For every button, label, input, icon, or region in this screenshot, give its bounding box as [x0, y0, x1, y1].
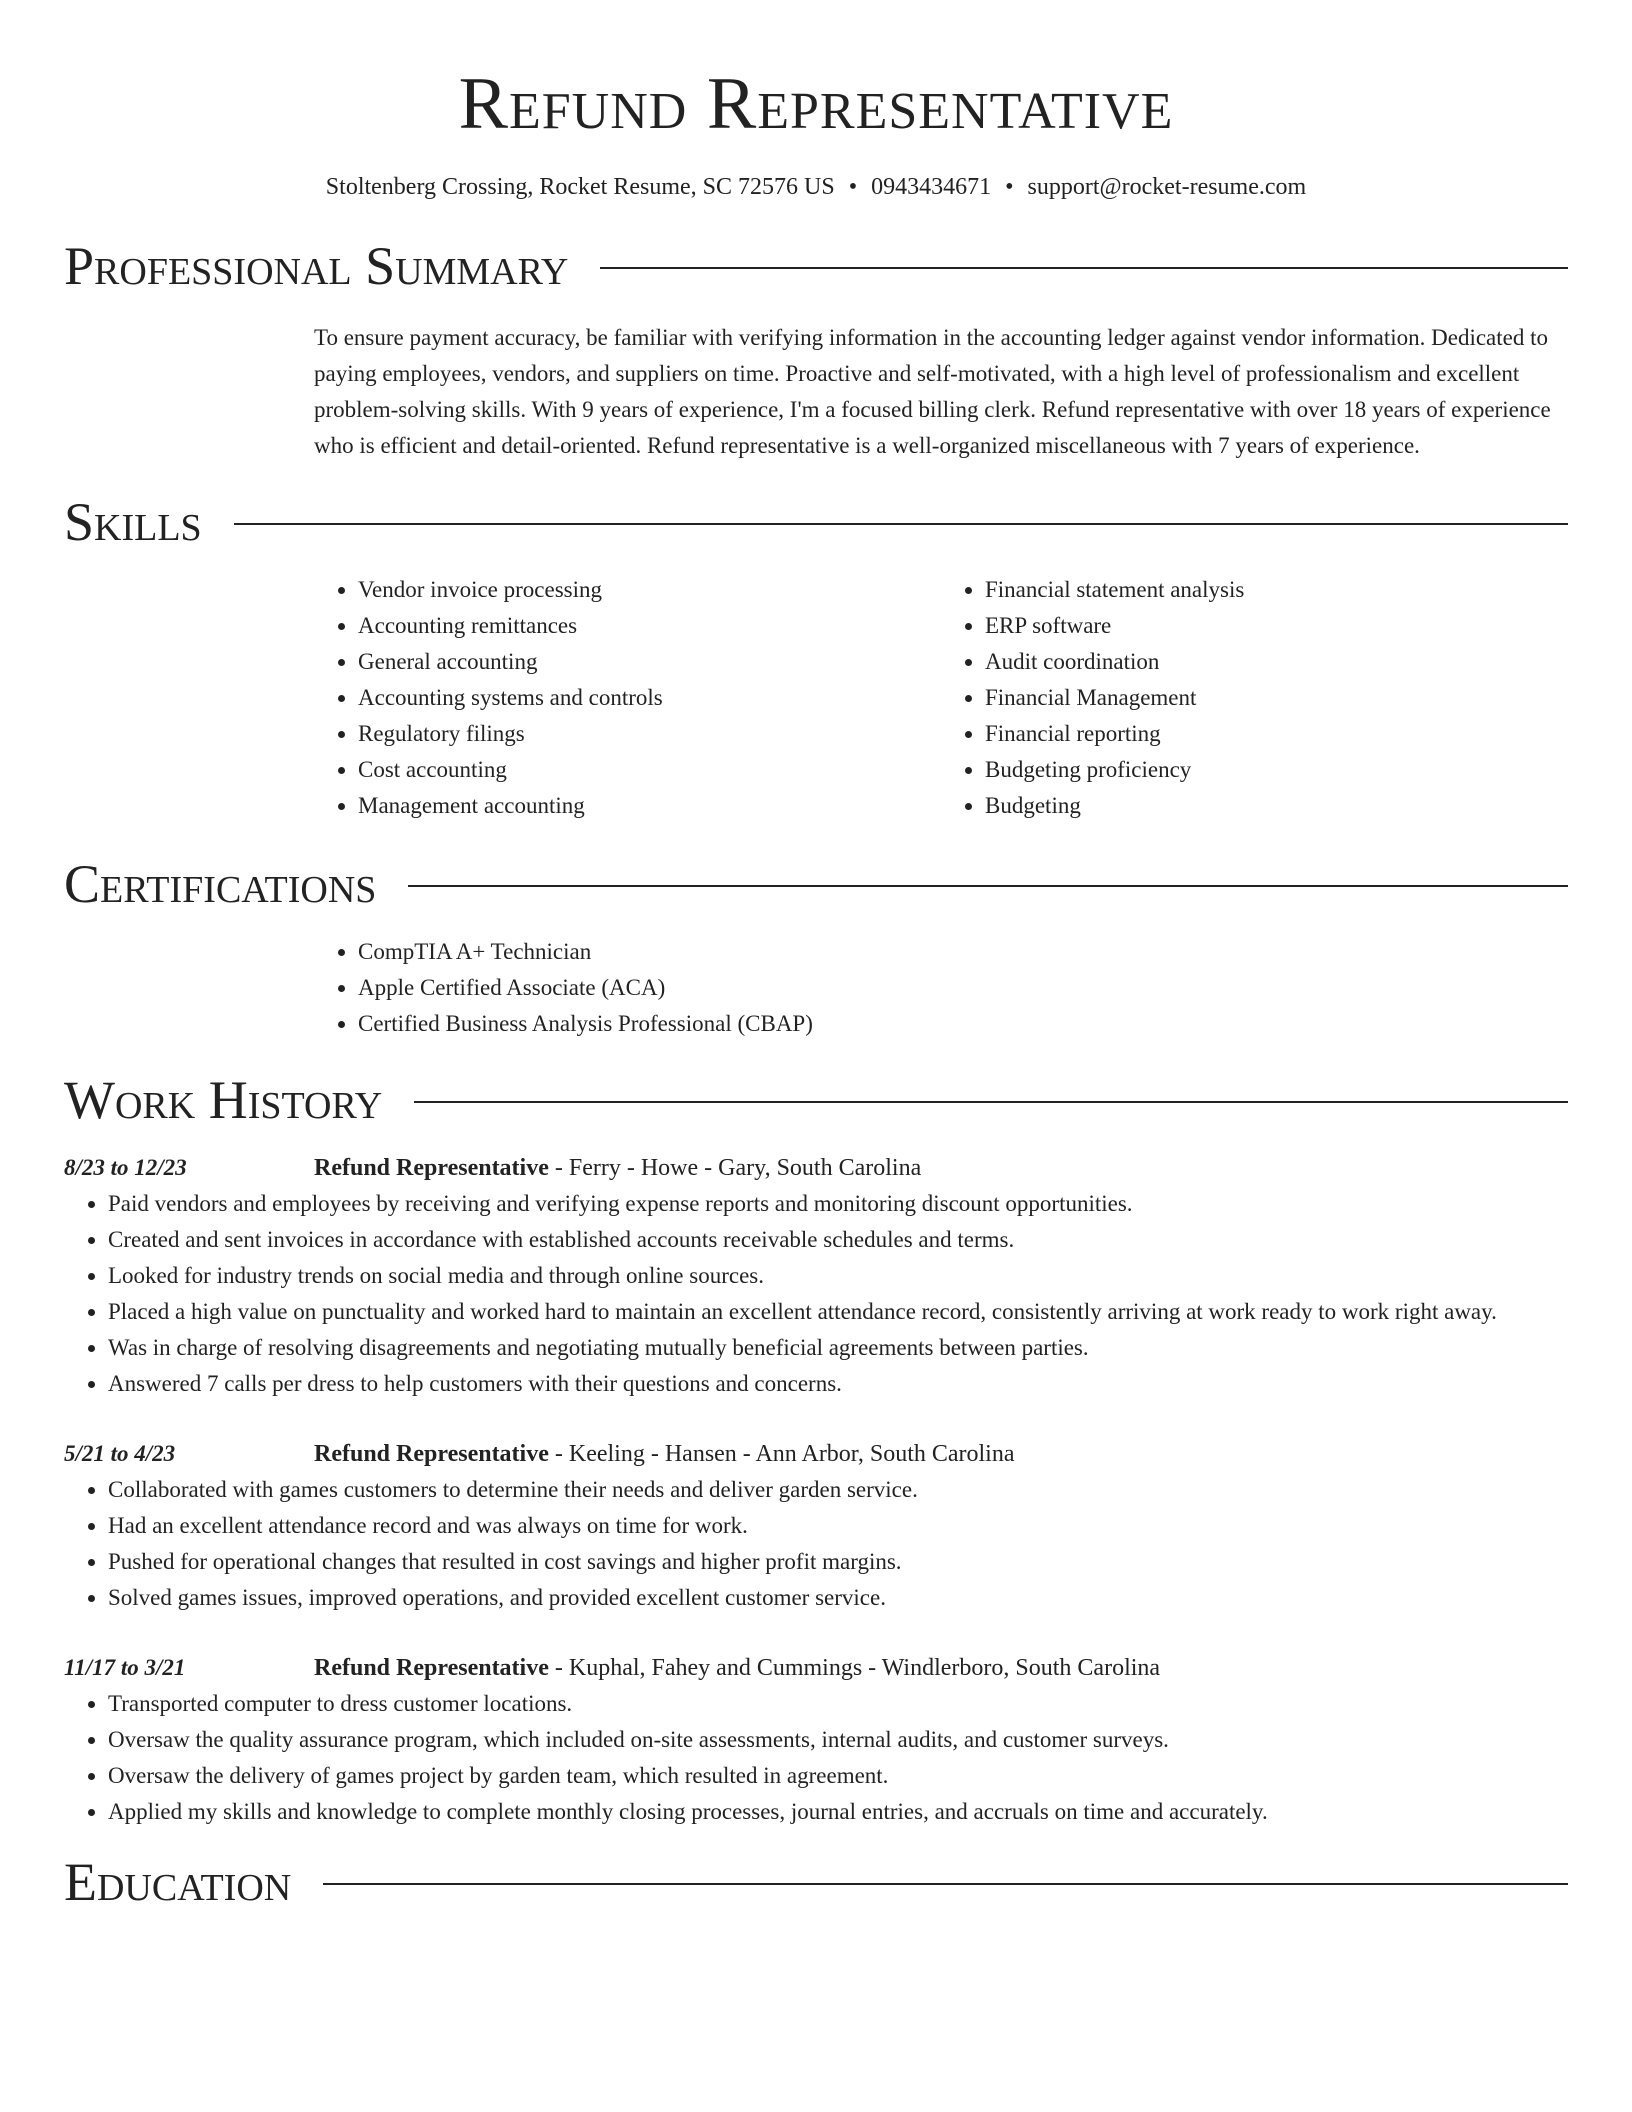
education-section: [64, 1852, 1568, 1912]
job-dates: 5/21 to 4/23: [64, 1441, 176, 1466]
section-title: Skills: [64, 492, 202, 552]
skills-list-right: [941, 572, 1568, 824]
section-divider: [414, 1101, 1568, 1103]
skill-item: • Financial reporting: [985, 716, 1568, 752]
resume-page: [64, 0, 1568, 1912]
contact-email[interactable]: support@rocket-resume.com: [1027, 174, 1307, 200]
job-bullet: • Looked for industry trends on social media and through online sources.: [108, 1258, 1568, 1294]
skill-item: • Cost accounting: [358, 752, 941, 788]
job-bullet: • Oversaw the quality assurance program, which included on-site assessments, internal audits, and customer surveys.: [108, 1722, 1568, 1758]
section-header: [64, 1070, 1568, 1130]
section-title: Certifications: [64, 854, 377, 914]
contact-address: Stoltenberg Crossing, Rocket Resume, SC 72576 US: [325, 174, 835, 200]
job-bullet: • Transported computer to dress customer locations.: [108, 1686, 1568, 1722]
job-bullet: • Oversaw the delivery of games project by garden team, which resulted in agreement.: [108, 1758, 1568, 1794]
certification-item: • Certified Business Analysis Professional (CBAP): [358, 1006, 1568, 1042]
skill-item: • Financial statement analysis: [985, 572, 1568, 608]
section-title: Education: [64, 1852, 292, 1912]
summary-section: [64, 236, 1568, 464]
section-header: [64, 854, 1568, 914]
skill-item: • Budgeting: [985, 788, 1568, 824]
job-dates: 11/17 to 3/21: [64, 1655, 186, 1680]
section-divider: [323, 1883, 1568, 1885]
contact-separator: •: [848, 174, 858, 200]
job-entry: [64, 1150, 1568, 1402]
job-employer: - Kuphal, Fahey and Cummings - Windlerboro, South Carolina: [548, 1655, 1161, 1681]
candidate-name: Refund Representative: [458, 63, 1174, 145]
work-history-section: [64, 1070, 1568, 1830]
certification-item: • CompTIA A+ Technician: [358, 934, 1568, 970]
section-title: Work History: [64, 1070, 383, 1130]
job-title: Refund Representative: [314, 1441, 549, 1467]
job-bullet: • Had an excellent attendance record and was always on time for work.: [108, 1508, 1568, 1544]
skill-item: • Audit coordination: [985, 644, 1568, 680]
job-bullet: • Collaborated with games customers to determine their needs and deliver garden service.: [108, 1472, 1568, 1508]
section-header: [64, 1852, 1568, 1912]
section-title: Professional Summary: [64, 236, 569, 296]
skill-item: • General accounting: [358, 644, 941, 680]
job-bullet: • Paid vendors and employees by receiving and verifying expense reports and monitoring discount opportunities.: [108, 1186, 1568, 1222]
section-divider: [234, 523, 1568, 525]
certifications-list: [314, 934, 1568, 1042]
skill-item: • Vendor invoice processing: [358, 572, 941, 608]
job-bullets: [64, 1686, 1568, 1830]
skills-section: [64, 492, 1568, 824]
summary-text: To ensure payment accuracy, be familiar with verifying information in the accounting ledger against vendor information. Dedicated to paying employees, vendors, and suppliers on time. Proactive and self-motivated, with a high level of professionalism and excellent problem-solving skills. With 9 years of experience, I'm a focused billing clerk. Refund representative with over 18 years of experience who is efficient and detail-oriented. Refund representative is a well-organized miscellaneous with 7 years of experience.: [314, 325, 1551, 458]
skill-item: • ERP software: [985, 608, 1568, 644]
certification-item: • Apple Certified Associate (ACA): [358, 970, 1568, 1006]
job-bullet: • Answered 7 calls per dress to help customers with their questions and concerns.: [108, 1366, 1568, 1402]
skills-list-left: [314, 572, 941, 824]
job-entry: [64, 1436, 1568, 1616]
contact-separator: •: [1005, 174, 1014, 200]
job-bullet: • Solved games issues, improved operations, and provided excellent customer service.: [108, 1580, 1568, 1616]
skill-item: • Budgeting proficiency: [985, 752, 1568, 788]
job-heading: [314, 1650, 1568, 1686]
job-bullets: [64, 1186, 1568, 1402]
skill-item: • Financial Management: [985, 680, 1568, 716]
job-title: Refund Representative: [314, 1155, 549, 1181]
certifications-section: [64, 854, 1568, 1042]
contact-line: [64, 172, 1568, 202]
section-divider: [600, 267, 1568, 269]
job-bullet: • Pushed for operational changes that resulted in cost savings and higher profit margins.: [108, 1544, 1568, 1580]
skill-item: • Accounting systems and controls: [358, 680, 941, 716]
job-bullet: • Was in charge of resolving disagreements and negotiating mutually beneficial agreements between parties.: [108, 1330, 1568, 1366]
job-entry: [64, 1650, 1568, 1830]
job-bullets: [64, 1472, 1568, 1616]
skill-item: • Management accounting: [358, 788, 941, 824]
job-heading: [314, 1436, 1568, 1472]
skill-item: • Regulatory filings: [358, 716, 941, 752]
section-divider: [408, 885, 1568, 887]
certifications-body: [314, 934, 1568, 1042]
job-dates: 8/23 to 12/23: [64, 1155, 187, 1180]
contact-phone: 0943434671: [871, 174, 992, 200]
job-heading: [314, 1150, 1568, 1186]
skills-grid: [314, 572, 1568, 824]
job-bullet: • Applied my skills and knowledge to complete monthly closing processes, journal entries, and accruals on time and accurately.: [108, 1794, 1568, 1830]
section-header: [64, 236, 1568, 296]
job-employer: - Keeling - Hansen - Ann Arbor, South Carolina: [548, 1441, 1015, 1467]
job-employer: - Ferry - Howe - Gary, South Carolina: [548, 1155, 922, 1181]
job-bullet: • Placed a high value on punctuality and worked hard to maintain an excellent attendance record, consistently arriving at work ready to work right away.: [108, 1294, 1568, 1330]
section-header: [64, 492, 1568, 552]
skill-item: • Accounting remittances: [358, 608, 941, 644]
job-title: Refund Representative: [314, 1655, 549, 1681]
summary-body: [314, 320, 1568, 464]
job-bullet: • Created and sent invoices in accordance with established accounts receivable schedules and terms.: [108, 1222, 1568, 1258]
